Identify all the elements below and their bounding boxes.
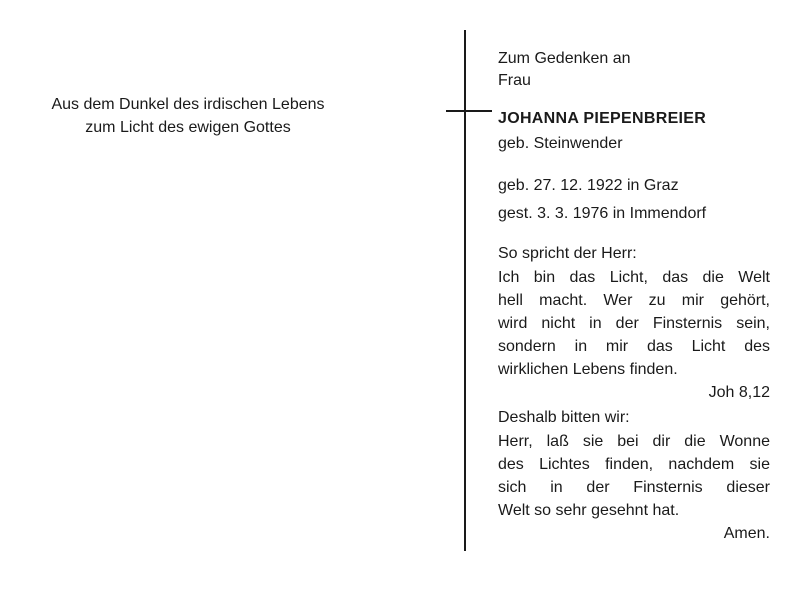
motto-line-2: zum Licht des ewigen Gottes [85,119,291,136]
cross-vertical-bar [464,30,466,551]
cross-horizontal-bar [446,110,492,112]
prayer-heading: Deshalb bitten wir: [498,409,630,426]
scripture-block [498,242,770,404]
scripture-line: wird nicht in der Finsternis sein, [498,315,770,332]
life-dates [498,172,770,228]
prayer-line: sich in der Finsternis dieser [498,479,770,496]
scripture-line: wirklichen Lebens finden. [498,361,678,378]
motto-line-1: Aus dem Dunkel des irdischen Lebens [51,96,325,113]
memorial-text [498,48,770,545]
intro-line-1: Zum Gedenken an [498,50,631,67]
prayer-closing: Amen. [723,525,770,542]
intro-line-2: Frau [498,72,531,89]
motto [18,93,358,139]
prayer-line: Herr, laß sie bei dir die Wonne [498,433,770,450]
prayer-block [498,406,770,545]
death-date: gest. 3. 3. 1976 in Immendorf [498,205,707,222]
scripture-heading: So spricht der Herr: [498,245,637,262]
scripture-line: sondern in mir das Licht des [498,338,770,355]
maiden-name: geb. Steinwender [498,135,623,152]
scripture-reference: Joh 8,12 [708,384,770,401]
prayer-line: des Lichtes finden, nachdem sie [498,456,770,473]
prayer-line: Welt so sehr gesehnt hat. [498,502,680,519]
scripture-line: hell macht. Wer zu mir gehört, [498,292,770,309]
birth-date: geb. 27. 12. 1922 in Graz [498,177,679,194]
deceased-name: JOHANNA PIEPENBREIER [498,110,707,127]
scripture-line: Ich bin das Licht, das die Welt [498,269,770,286]
